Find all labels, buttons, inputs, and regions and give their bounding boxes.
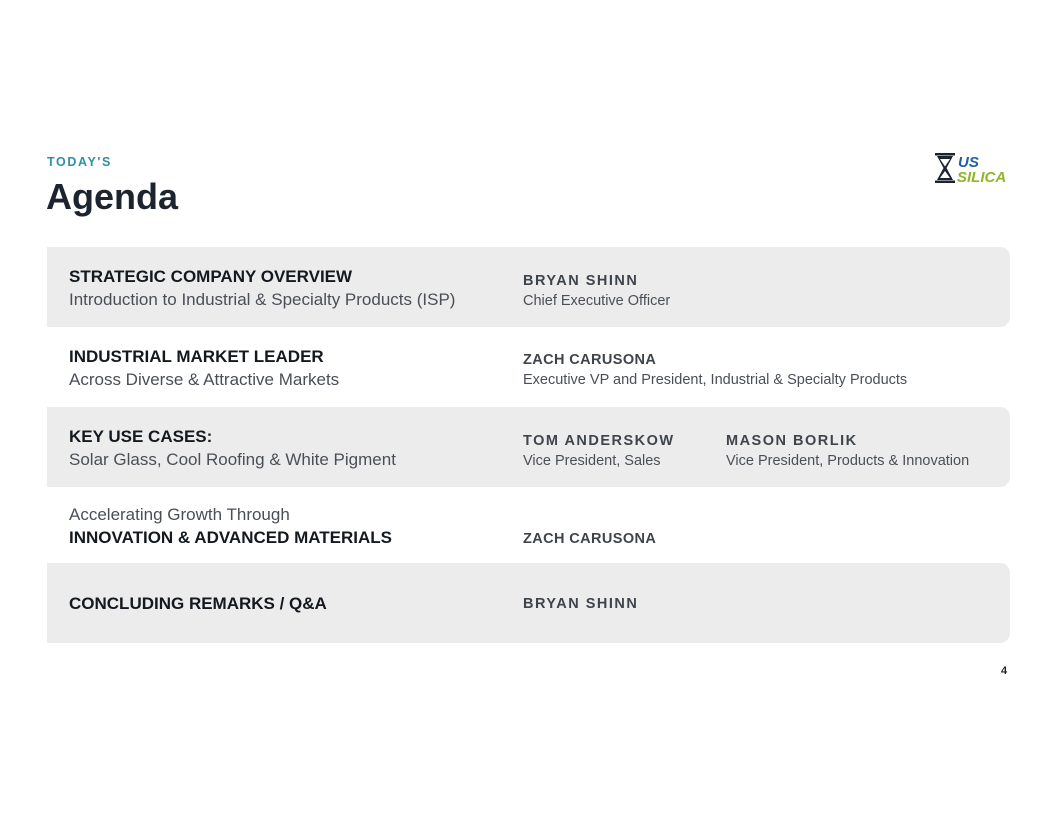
- topic-heading: INNOVATION & ADVANCED MATERIALS: [69, 528, 392, 547]
- topic-heading: STRATEGIC COMPANY OVERVIEW: [69, 267, 353, 286]
- agenda-topic: [69, 345, 509, 391]
- topic-heading: INDUSTRIAL MARKET LEADER: [69, 347, 324, 366]
- svg-text:SILICA: SILICA: [957, 169, 1007, 186]
- topic-heading: KEY USE CASES:: [69, 427, 213, 446]
- agenda-row-3: [47, 407, 1010, 487]
- presenter-name: TOM ANDERSKOW: [523, 433, 675, 449]
- presenter-role: Executive VP and President, Industrial & Specialty Products: [523, 372, 908, 388]
- page-title: Agenda: [46, 176, 179, 217]
- presenter-name: ZACH CARUSONA: [523, 531, 657, 547]
- agenda-topic: [69, 503, 509, 549]
- svg-text:US: US: [958, 154, 979, 171]
- presenter-role: Vice President, Products & Innovation: [726, 453, 970, 469]
- agenda-topic: [69, 592, 509, 615]
- presenter-name: MASON BORLIK: [726, 433, 858, 449]
- topic-subtitle: Introduction to Industrial & Specialty Products (ISP): [69, 290, 456, 309]
- topic-subtitle: Accelerating Growth Through: [69, 505, 290, 524]
- presenter: [523, 431, 675, 471]
- presenter: [523, 529, 656, 549]
- topic-subtitle: Across Diverse & Attractive Markets: [69, 370, 340, 389]
- presenter: [523, 594, 638, 614]
- agenda-topic: [69, 265, 509, 311]
- hourglass-icon: [935, 153, 955, 183]
- presenter-name: BRYAN SHINN: [523, 596, 639, 612]
- presenter: [726, 431, 969, 471]
- presenter-role: Chief Executive Officer: [523, 293, 671, 309]
- page-number: 4: [1001, 665, 1008, 677]
- us-silica-logo: [934, 152, 1014, 186]
- agenda-row-4: [47, 487, 1010, 567]
- presenter: [523, 271, 670, 311]
- presenter-role: Vice President, Sales: [523, 453, 661, 469]
- eyebrow-label: TODAY'S: [47, 155, 112, 169]
- presenter: [523, 350, 907, 390]
- agenda-row-2: [47, 327, 1010, 407]
- agenda-topic: [69, 425, 509, 471]
- topic-subtitle: Solar Glass, Cool Roofing & White Pigment: [69, 450, 396, 469]
- presenter-name: ZACH CARUSONA: [523, 352, 657, 368]
- presenter-name: BRYAN SHINN: [523, 273, 639, 289]
- topic-heading: CONCLUDING REMARKS / Q&A: [69, 594, 327, 613]
- agenda-row-5: [47, 563, 1010, 643]
- agenda-row-1: [47, 247, 1010, 327]
